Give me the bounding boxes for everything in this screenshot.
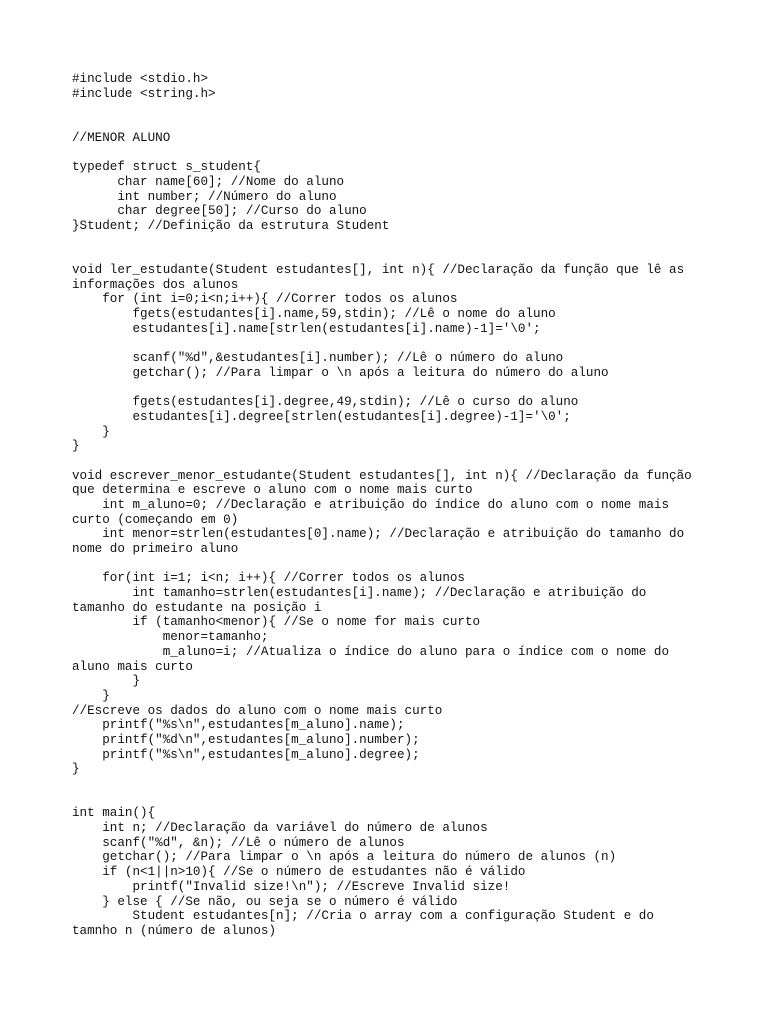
code-line: for(int i=1; i<n; i++){ //Correr todos os alunos [72,571,465,586]
code-line: typedef struct s_student{ [72,160,261,175]
code-line: estudantes[i].name[strlen(estudantes[i].name)-1]='\0'; [72,321,541,336]
code-line: } [72,439,80,454]
code-line: for (int i=0;i<n;i++){ //Correr todos os alunos [72,292,458,307]
code-line: } [72,762,80,777]
code-line: menor=tamanho; [72,630,269,645]
code-line: fgets(estudantes[i].degree,49,stdin); //Lê o curso do aluno [72,395,579,410]
code-line [72,116,712,131]
code-line: int number; //Número do aluno [72,189,337,204]
code-line [72,145,712,160]
code-line: int n; //Declaração da variável do número de alunos [72,821,488,836]
code-line: if (tamanho<menor){ //Se o nome for mais curto [72,615,481,630]
code-line: char degree[50]; //Curso do aluno [72,204,367,219]
code-line: informações dos alunos [72,277,239,292]
code-line [72,336,712,351]
code-line: void escrever_menor_estudante(Student estudantes[], int n){ //Declaração da função [72,468,692,483]
code-line: #include <stdio.h> [72,72,209,86]
code-line: getchar(); //Para limpar o \n após a leitura do número do aluno [72,365,609,380]
code-line [72,792,712,807]
code-line: scanf("%d", &n); //Lê o número de alunos [72,835,405,850]
code-line: //Escreve os dados do aluno com o nome mais curto [72,703,443,718]
code-line: char name[60]; //Nome do aluno [72,174,345,189]
code-line: que determina e escreve o aluno com o nome mais curto [72,483,473,498]
code-line: Student estudantes[n]; //Cria o array com a configuração Student e do [72,909,654,924]
code-line: tamnho n (número de alunos) [72,923,277,938]
code-line [72,557,712,572]
code-line: //MENOR ALUNO [72,130,171,145]
code-line: int main(){ [72,806,156,821]
code-line [72,380,712,395]
code-line: printf("Invalid size!\n"); //Escreve Invalid size! [72,879,511,894]
code-line: aluno mais curto [72,659,193,674]
code-line: fgets(estudantes[i].name,59,stdin); //Lê o nome do aluno [72,307,556,321]
code-line: } else { //Se não, ou seja se o número é válido [72,894,458,909]
code-line: m_aluno=i; //Atualiza o índice do aluno para o índice com o nome do [72,644,670,659]
code-line: printf("%s\n",estudantes[m_aluno].name); [72,718,405,733]
code-line: printf("%s\n",estudantes[m_aluno].degree); [72,747,420,762]
code-line: estudantes[i].degree[strlen(estudantes[i].degree)-1]='\0'; [72,409,571,424]
code-line [72,248,712,263]
code-line: scanf("%d",&estudantes[i].number); //Lê o número do aluno [72,351,564,366]
code-line [72,234,712,249]
code-line: #include <string.h> [72,86,216,101]
code-line: } [72,674,141,689]
code-line: nome do primeiro aluno [72,542,239,556]
code-line: printf("%d\n",estudantes[m_aluno].number); [72,732,420,747]
code-line: } [72,688,110,703]
code-line [72,777,712,792]
code-line [72,101,712,116]
code-line [72,454,712,469]
code-line: }Student; //Definição da estrutura Student [72,218,390,233]
source-code-block [72,72,712,939]
code-line: } [72,424,110,439]
code-line: curto (começando em 0) [72,512,239,527]
code-line: getchar(); //Para limpar o \n após a leitura do número de alunos (n) [72,850,617,865]
code-line: int m_aluno=0; //Declaração e atribuição do índice do aluno com o nome mais [72,497,670,512]
code-line: int menor=strlen(estudantes[0].name); //Declaração e atribuição do tamanho do [72,527,685,542]
code-line: void ler_estudante(Student estudantes[], int n){ //Declaração da função que lê as [72,262,685,277]
code-line: tamanho do estudante na posição i [72,600,322,615]
code-line: if (n<1||n>10){ //Se o número de estudantes não é válido [72,865,526,880]
code-line: int tamanho=strlen(estudantes[i].name); //Declaração e atribuição do [72,586,647,601]
